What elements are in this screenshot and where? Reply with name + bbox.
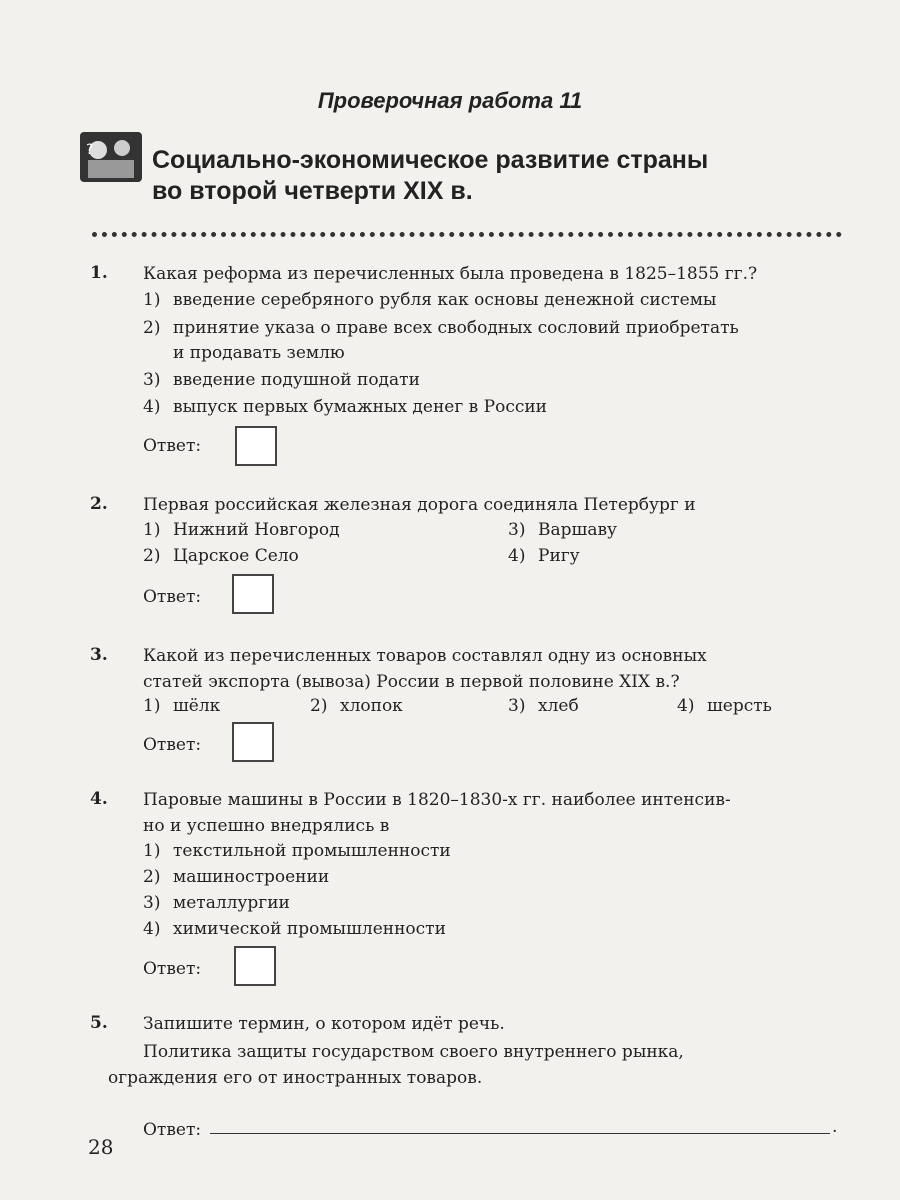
section-logo-icon	[80, 132, 142, 182]
question-5-answer-label: Ответ:	[143, 1120, 202, 1140]
question-5-text: Запишите термин, о котором идёт речь.	[143, 1014, 505, 1034]
question-5-line-end: .	[832, 1117, 838, 1137]
question-3-text-line2: статей экспорта (вывоза) России в первой половине XIX в.?	[143, 672, 680, 692]
dotted-divider	[92, 232, 842, 243]
question-2-answer-box[interactable]	[232, 574, 274, 614]
question-4-number: 4.	[90, 789, 108, 809]
question-2-text: Первая российская железная дорога соединяла Петербург и	[143, 495, 696, 515]
svg-text:?: ?	[86, 142, 94, 158]
question-2-number: 2.	[90, 494, 108, 514]
question-3-answer-label: Ответ:	[143, 735, 202, 755]
question-3-text-line1: Какой из перечисленных товаров составлял одну из основных	[143, 646, 707, 666]
question-2-option-1: 1) Нижний Новгород	[143, 520, 340, 540]
question-4-option-4: 4) химической промышленности	[143, 919, 446, 939]
question-1-answer-label: Ответ:	[143, 436, 202, 456]
page-number: 28	[88, 1135, 114, 1159]
question-3-number: 3.	[90, 645, 108, 665]
question-2-option-2: 2) Царское Село	[143, 546, 299, 566]
question-4-answer-box[interactable]	[234, 946, 276, 986]
section-heading-line2: во второй четверти XIX в.	[152, 177, 473, 205]
question-2-option-4: 4) Ригу	[508, 546, 580, 566]
section-heading	[152, 145, 852, 207]
question-1-option-3: 3) введение подушной подати	[143, 370, 420, 390]
question-5-number: 5.	[90, 1013, 108, 1033]
question-1-option-2-cont: и продавать землю	[173, 343, 345, 363]
section-heading-line1: Социально-экономическое развитие страны	[152, 146, 709, 174]
question-5-description-line2: ограждения его от иностранных товаров.	[108, 1068, 483, 1088]
question-1-option-1: 1) введение серебряного рубля как основы денежной системы	[143, 290, 717, 310]
question-4-text-line2: но и успешно внедрялись в	[143, 816, 390, 836]
question-2-option-3: 3) Варшаву	[508, 520, 618, 540]
question-3-answer-box[interactable]	[232, 722, 274, 762]
question-3-option-3: 3) хлеб	[508, 696, 579, 716]
question-4-answer-label: Ответ:	[143, 959, 202, 979]
question-5-description-line1: Политика защиты государством своего внутреннего рынка,	[143, 1042, 684, 1062]
question-3-option-2: 2) хлопок	[310, 696, 403, 716]
question-1-number: 1.	[90, 263, 108, 283]
question-2-answer-label: Ответ:	[143, 587, 202, 607]
work-title: Проверочная работа 11	[317, 88, 583, 113]
question-3-option-4: 4) шерсть	[677, 696, 772, 716]
question-1-option-4: 4) выпуск первых бумажных денег в России	[143, 397, 548, 417]
question-4-option-3: 3) металлургии	[143, 893, 290, 913]
question-5-answer-line[interactable]	[210, 1133, 830, 1134]
question-4-text-line1: Паровые машины в России в 1820–1830-х гг. наиболее интенсив-	[143, 790, 731, 810]
question-1-answer-box[interactable]	[235, 426, 277, 466]
question-4-option-1: 1) текстильной промышленности	[143, 841, 451, 861]
question-1-option-2: 2) принятие указа о праве всех свободных сословий приобретать	[143, 318, 739, 338]
question-1-text: Какая реформа из перечисленных была проведена в 1825–1855 гг.?	[143, 264, 758, 284]
question-3-option-1: 1) шёлк	[143, 696, 221, 716]
question-4-option-2: 2) машиностроении	[143, 867, 330, 887]
